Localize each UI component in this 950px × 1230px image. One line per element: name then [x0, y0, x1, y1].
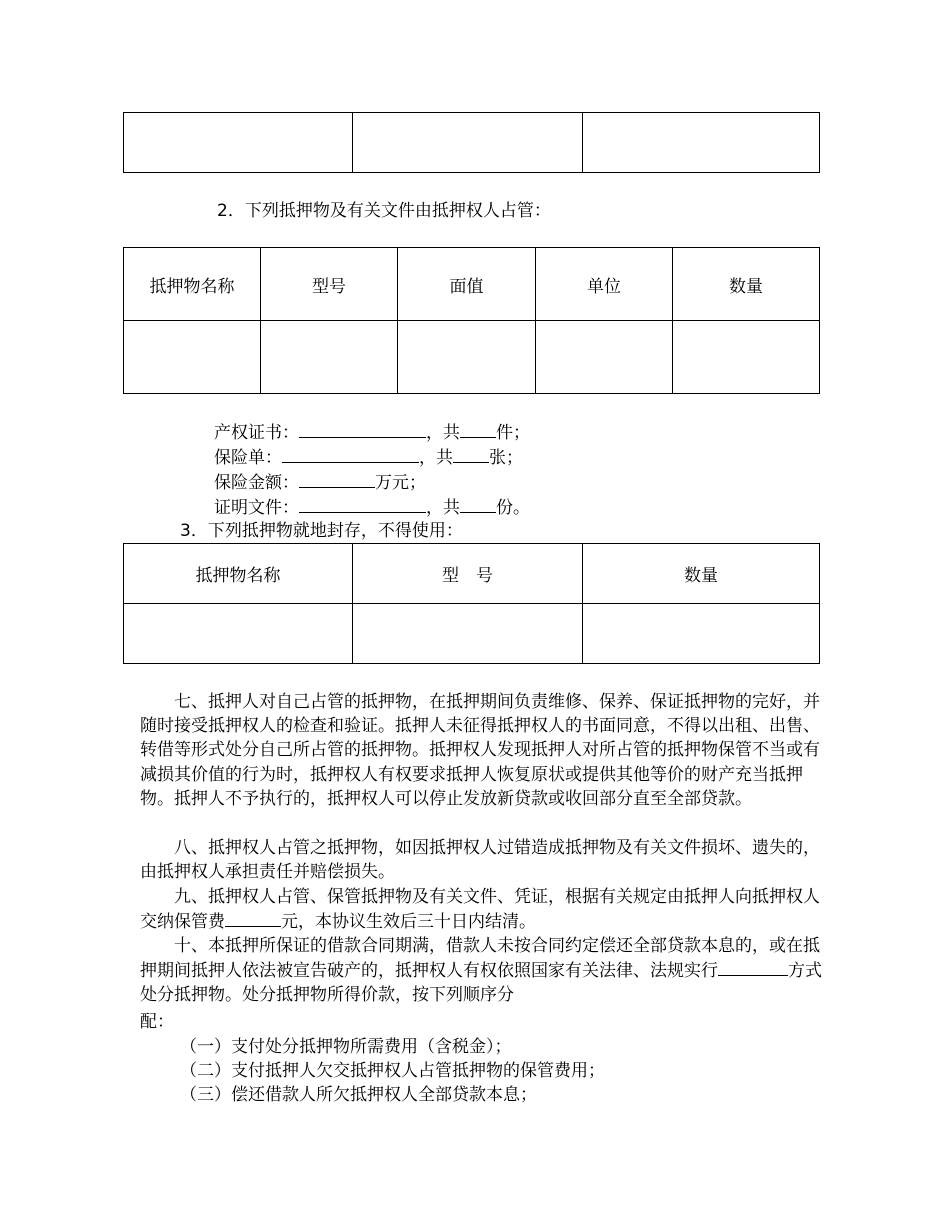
- table-cell: [583, 113, 820, 173]
- table-cell: [583, 604, 820, 664]
- policy-mid: ，共: [419, 448, 453, 468]
- table-header-row: [124, 544, 820, 604]
- column-header: 面值: [398, 248, 536, 321]
- policy-line: [214, 445, 523, 471]
- amount-label: 保险金额：: [214, 473, 299, 493]
- table-cell: [353, 113, 583, 173]
- distribution-item-3: （三）偿还借款人所欠抵押权人全部贷款本息；: [180, 1085, 537, 1105]
- distribution-item-2: （二）支付抵押人欠交抵押权人占管抵押物的保管费用；: [180, 1061, 605, 1081]
- proof-mid: ，共: [426, 498, 460, 518]
- clause-ten-text-a: 十、本抵押所保证的借款合同期满，借款人未按合同约定偿还全部贷款本息的，或在抵押期间抵押人依法被宣告破产的，抵押权人有权依照国家有关法律、法规实行: [140, 936, 820, 982]
- column-header: 型 号: [353, 544, 583, 604]
- cert-label: 产权证书：: [214, 423, 299, 443]
- clause-nine-text-a: 九、抵押权人占管、保管抵押物及有关文件、凭证，根据有关规定由抵押人向抵押权人交纳保管费: [140, 887, 820, 933]
- table-cell: [673, 321, 820, 394]
- collateral-table-sealed: [123, 543, 820, 664]
- proof-label: 证明文件：: [214, 498, 299, 518]
- table-row: [124, 321, 820, 394]
- column-header: 单位: [536, 248, 673, 321]
- clause-eight: 八、抵押权人占管之抵押物，如因抵押权人过错造成抵押物及有关文件损坏、遗失的，由抵押权人承担责任并赔偿损失。: [140, 838, 820, 883]
- proof-unit: 份。: [496, 498, 530, 518]
- top-table: [123, 112, 820, 173]
- policy-label: 保险单：: [214, 448, 282, 468]
- amount-unit: 万元；: [375, 473, 426, 493]
- column-header: 抵押物名称: [124, 248, 261, 321]
- cert-mid: ，共: [426, 423, 460, 443]
- column-header: 数量: [583, 544, 820, 604]
- cert-blank: [299, 420, 426, 438]
- clause-ten-text-b: 方式处分抵押物。处分抵押物所得价款，按下列顺序分: [140, 961, 822, 1006]
- table-cell: [124, 321, 261, 394]
- collateral-table-held: [123, 247, 820, 394]
- disposal-method-blank: [718, 958, 788, 976]
- table-cell: [398, 321, 536, 394]
- storage-fee-blank: [225, 909, 281, 927]
- clause-seven: 七、抵押人对自己占管的抵押物，在抵押期间负责维修、保养、保证抵押物的完好，并随时接受抵押权人的检查和验证。抵押人未征得抵押权人的书面同意，不得以出租、出售、转借等形式处分自己所占管的抵押物。抵押权人发现抵押人对所占管的抵押物保管不当或有减损其价值的行为时，抵押权人有权要求抵押人恢复原状或提供其他等价的财产充当抵押物。抵押人不予执行的，抵押权人可以停止发放新贷款或收回部分直至全部贷款。: [140, 692, 820, 809]
- table-cell: [261, 321, 398, 394]
- distribution-item-1: （一）支付处分抵押物所需费用（含税金）；: [180, 1037, 512, 1057]
- amount-line: [214, 470, 426, 496]
- policy-count-blank: [453, 445, 489, 463]
- proof-count-blank: [460, 495, 496, 513]
- cert-count-blank: [460, 420, 496, 438]
- clause-nine: [140, 885, 820, 934]
- clause-nine-text-b: 元，本协议生效后三十日内结清。: [281, 912, 536, 933]
- column-header: 抵押物名称: [124, 544, 353, 604]
- policy-unit: 张；: [489, 448, 523, 468]
- cert-unit: 件；: [496, 423, 530, 443]
- table-row: [124, 604, 820, 664]
- column-header: 型号: [261, 248, 398, 321]
- proof-line: [214, 495, 530, 521]
- cert-line: [214, 420, 530, 446]
- amount-blank: [299, 470, 375, 488]
- clause-ten: [140, 934, 824, 1008]
- column-header: 数量: [673, 248, 820, 321]
- proof-blank: [299, 495, 426, 513]
- table-cell: [353, 604, 583, 664]
- table-header-row: [124, 248, 820, 321]
- clause-ten-text-c: 配：: [140, 1012, 174, 1032]
- section2-heading: 2．下列抵押物及有关文件由抵押权人占管：: [217, 201, 551, 221]
- table-cell: [536, 321, 673, 394]
- section3-heading: 3．下列抵押物就地封存，不得使用：: [180, 521, 463, 541]
- table-row: [124, 113, 820, 173]
- table-cell: [124, 113, 353, 173]
- table-cell: [124, 604, 353, 664]
- policy-blank: [282, 445, 419, 463]
